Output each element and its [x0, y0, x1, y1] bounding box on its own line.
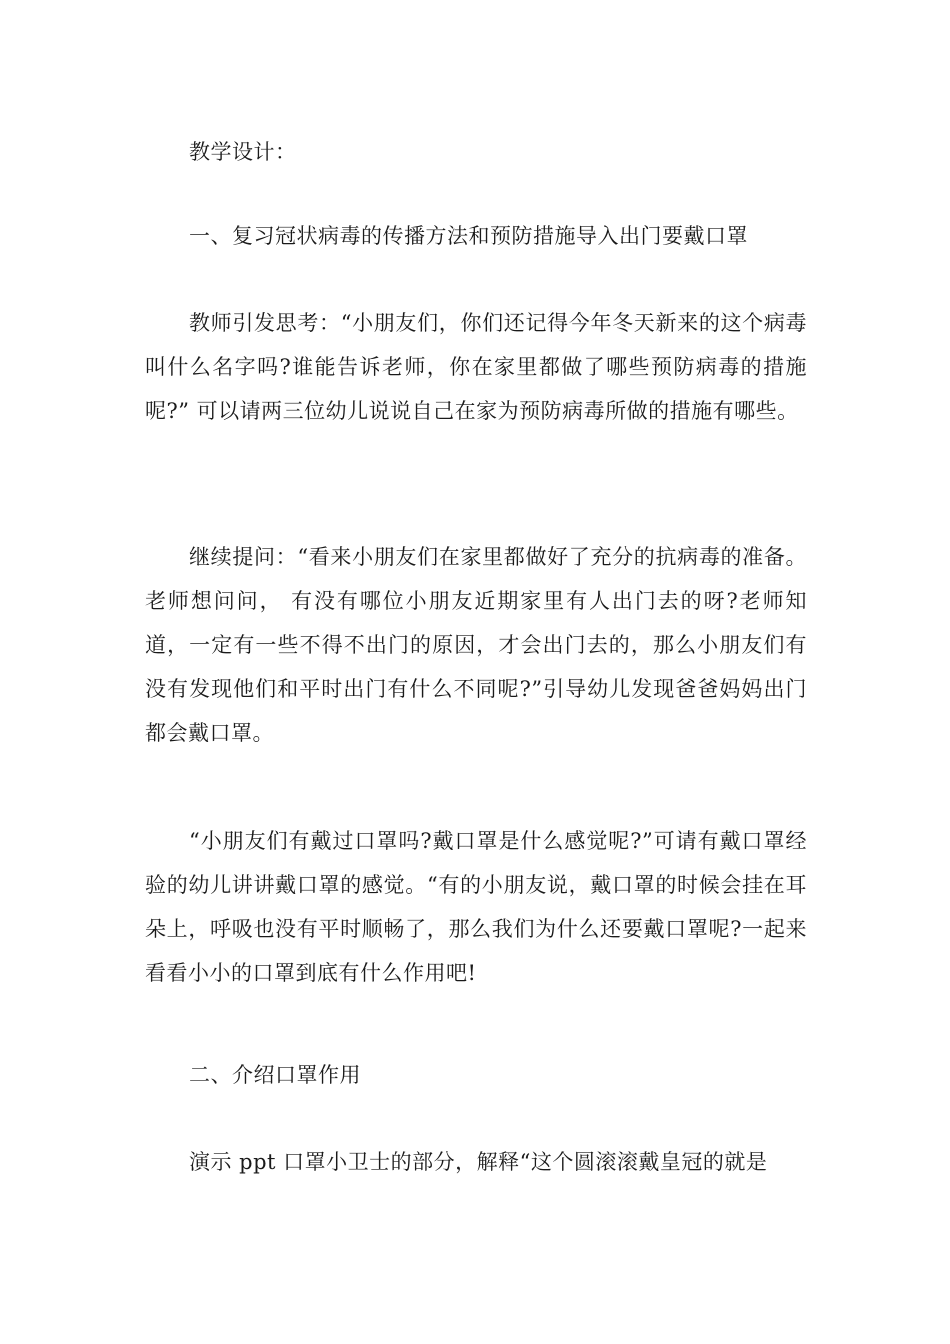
section-1-heading: 一、复习冠状病毒的传播方法和预防措施导入出门要戴口罩	[189, 224, 748, 248]
document-title: 教学设计：	[189, 140, 297, 164]
paragraph-4: 演示 ppt 口罩小卫士的部分，解释“这个圆滚滚戴皇冠的就是	[189, 1150, 768, 1174]
paragraph-3: “小朋友们有戴过口罩吗?戴口罩是什么感觉呢?”可请有戴口罩经验的幼儿讲讲戴口罩的感觉。“有的小朋友说，戴口罩的时候会挂在耳朵上，呼吸也没有平时顺畅了，那么我们为什么还要戴口罩呢?一起来看看小小的口罩到底有什么作用吧!	[145, 829, 807, 985]
paragraph-2: 继续提问：“看来小朋友们在家里都做好了充分的抗病毒的准备。老师想问问， 有没有哪位小朋友近期家里有人出门去的呀?老师知道，一定有一些不得不出门的原因，才会出门去的，那么小朋友们有没有发现他们和平时出门有什么不同呢?”引导幼儿发现爸爸妈妈出门都会戴口罩。	[145, 545, 807, 745]
paragraph-1: 教师引发思考：“小朋友们，你们还记得今年冬天新来的这个病毒叫什么名字吗?谁能告诉老师，你在家里都做了哪些预防病毒的措施呢?” 可以请两三位幼儿说说自己在家为预防病毒所做的措施有哪些。	[145, 311, 807, 423]
section-2-heading: 二、介绍口罩作用	[189, 1063, 361, 1087]
